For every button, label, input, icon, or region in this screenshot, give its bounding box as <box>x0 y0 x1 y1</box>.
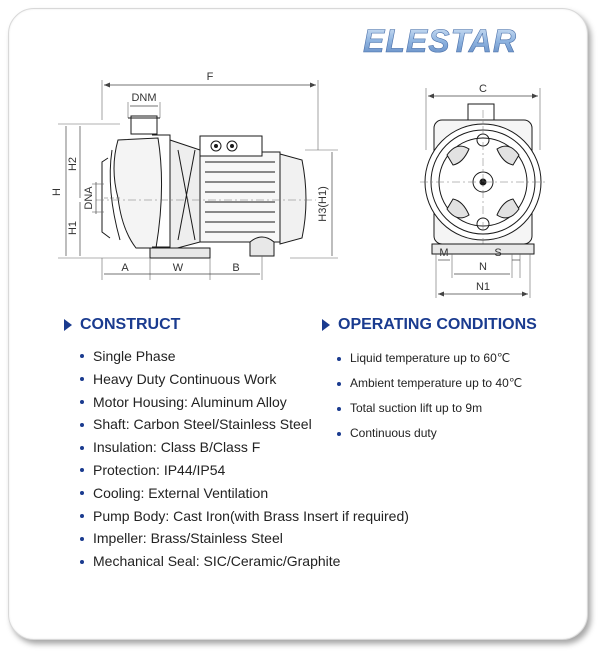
list-item <box>337 371 522 396</box>
dim-c-label: C <box>479 83 487 95</box>
list-item <box>337 396 522 421</box>
list-item-text: Shaft: Carbon Steel/Stainless Steel <box>93 416 312 433</box>
triangle-bullet-icon <box>64 319 72 331</box>
list-item-text: Total suction lift up to 9m <box>350 401 483 415</box>
bullet-dot-icon <box>337 382 341 386</box>
list-item-text: Protection: IP44/IP54 <box>93 461 226 478</box>
list-item-text: Pump Body: Cast Iron(with Brass Insert if required) <box>93 507 409 524</box>
list-item-text: Ambient temperature up to 40℃ <box>350 376 523 390</box>
list-item-text: Heavy Duty Continuous Work <box>93 370 277 387</box>
list-item-text: Insulation: Class B/Class F <box>93 439 261 456</box>
dim-n-label: N <box>479 261 487 273</box>
dim-dna-label: DNA <box>83 186 95 210</box>
list-item <box>80 550 409 573</box>
list-item <box>80 527 409 550</box>
dim-h3-label: H3(H1) <box>317 186 329 222</box>
list-item-text: Cooling: External Ventilation <box>93 484 269 501</box>
dim-b-label: B <box>232 262 240 274</box>
list-item <box>337 421 522 446</box>
list-item-text: Motor Housing: Aluminum Alloy <box>93 393 287 410</box>
svg-text:ELESTAR: ELESTAR <box>363 23 517 59</box>
operating-conditions-heading <box>322 316 537 334</box>
list-item <box>80 505 409 528</box>
bullet-dot-icon <box>80 560 84 564</box>
construct-heading <box>64 316 180 334</box>
bullet-dot-icon <box>337 357 341 361</box>
dim-n1-label: N1 <box>475 281 491 293</box>
dim-dnm-label: DNM <box>131 92 157 104</box>
list-item-text: Mechanical Seal: SIC/Ceramic/Graphite <box>93 553 341 570</box>
bullet-dot-icon <box>80 468 84 472</box>
list-item <box>80 482 409 505</box>
triangle-bullet-icon <box>322 319 330 331</box>
bullet-dot-icon <box>80 354 84 358</box>
bullet-dot-icon <box>80 514 84 518</box>
list-item <box>337 346 522 371</box>
list-item-text: Single Phase <box>93 348 176 364</box>
list-item-text: Liquid temperature up to 60℃ <box>350 351 511 365</box>
construct-title: CONSTRUCT <box>80 316 181 333</box>
dim-h1-label: H1 <box>67 220 79 236</box>
bullet-dot-icon <box>80 537 84 541</box>
bullet-dot-icon <box>80 377 84 381</box>
bullet-dot-icon <box>80 423 84 427</box>
dim-s-label: S <box>494 247 502 259</box>
list-item-text: Impeller: Brass/Stainless Steel <box>93 530 283 547</box>
list-item-text: Continuous duty <box>350 426 437 440</box>
operating-conditions-title: OPERATING CONDITIONS <box>338 316 537 333</box>
dim-f-label: F <box>206 71 214 83</box>
bullet-dot-icon <box>80 491 84 495</box>
bullet-dot-icon <box>337 432 341 436</box>
bullet-dot-icon <box>80 400 84 404</box>
bullet-dot-icon <box>337 407 341 411</box>
dim-h2-label: H2 <box>67 156 79 172</box>
operating-conditions-list <box>337 346 522 446</box>
dim-w-label: W <box>172 262 184 274</box>
bullet-dot-icon <box>80 446 84 450</box>
list-item <box>80 459 409 482</box>
pump-dimension-drawing <box>0 0 600 310</box>
dim-a-label: A <box>121 262 129 274</box>
dim-m-label: M <box>439 247 449 259</box>
dim-h-label: H <box>51 188 63 196</box>
